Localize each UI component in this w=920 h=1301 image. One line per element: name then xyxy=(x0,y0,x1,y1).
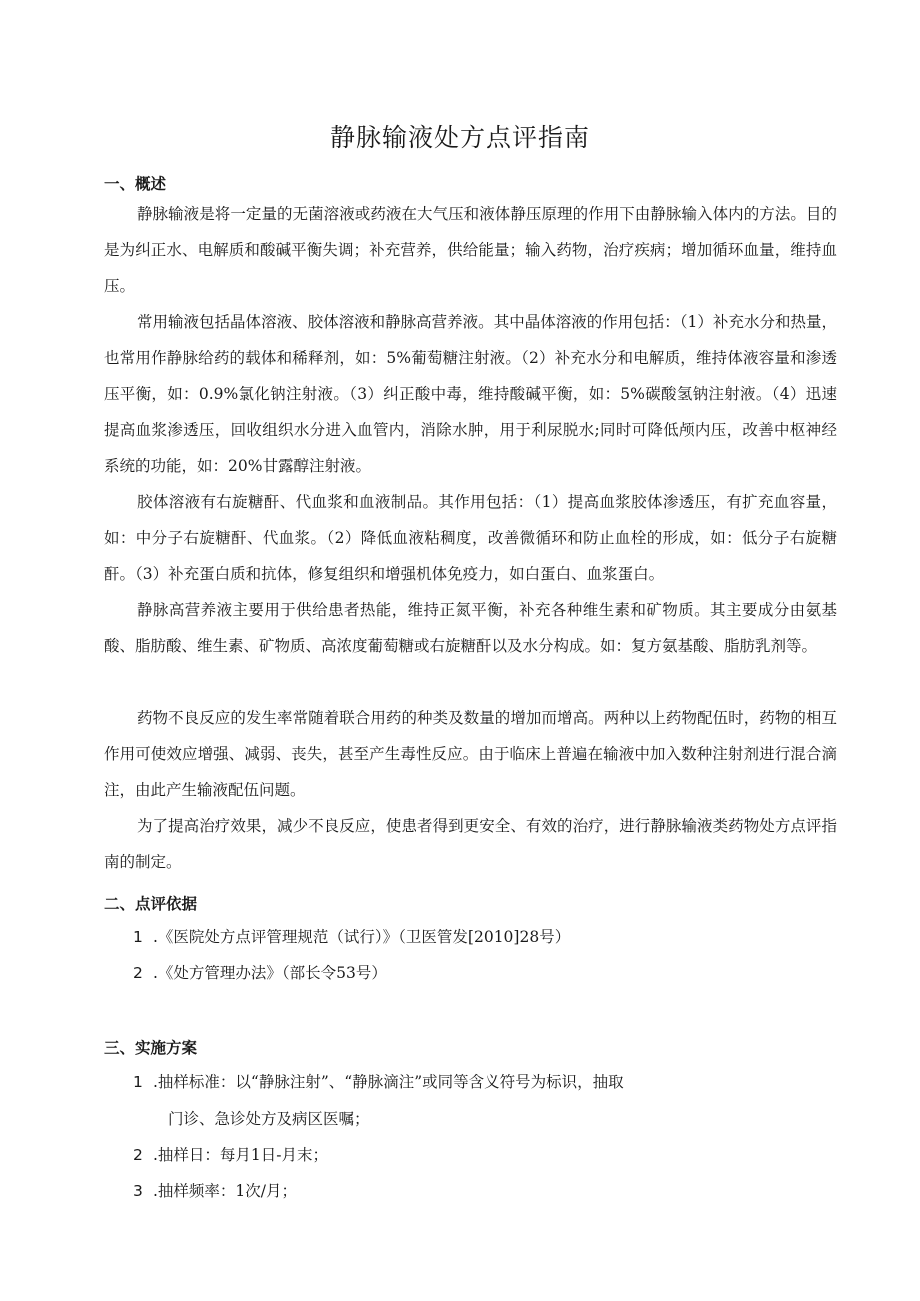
paragraph: 静脉输液是将一定量的无菌溶液或药液在大气压和液体静压原理的作用下由静脉输入体内的方法。目的是为纠正水、电解质和酸碱平衡失调；补充营养，供给能量；输入药物，治疗疾病；增加循环血量，维持血压。 xyxy=(104,205,837,295)
document-title: 静脉输液处方点评指南 xyxy=(329,123,590,152)
list-item xyxy=(133,1173,297,1209)
list-item-continuation: 门诊、急诊处方及病区医嘱； xyxy=(168,1110,370,1128)
list-item-number: 1 xyxy=(133,1073,143,1091)
list-item-text: .抽样频率：1次/月； xyxy=(153,1182,298,1200)
paragraph: 药物不良反应的发生率常随着联合用药的种类及数量的增加而增高。两种以上药物配伍时，药物的相互作用可使效应增强、减弱、丧失，甚至产生毒性反应。由于临床上普遍在输液中加入数种注射剂进行混合滴注，由此产生输液配伍问题。 xyxy=(104,709,837,799)
list-item xyxy=(133,1064,624,1100)
paragraph: 静脉高营养液主要用于供给患者热能，维持正氮平衡，补充各种维生素和矿物质。其主要成分由氨基酸、脂肪酸、维生素、矿物质、高浓度葡萄糖或右旋糖酐以及水分构成。如：复方氨基酸、脂肪乳剂等。 xyxy=(104,601,837,655)
list-item-number: 1 xyxy=(133,928,143,946)
list-item-number: 3 xyxy=(133,1182,143,1200)
paragraph: 胶体溶液有右旋糖酐、代血浆和血液制品。其作用包括：（1）提高血浆胶体渗透压，有扩充血容量，如：中分子右旋糖酐、代血浆。（2）降低血液粘稠度，改善微循环和防止血栓的形成，如：低分子右旋糖酐。（3）补充蛋白质和抗体，修复组织和增强机体免疫力，如白蛋白、血浆蛋白。 xyxy=(104,493,837,583)
list-item-text: .抽样日：每月1日-月末； xyxy=(153,1146,329,1164)
section-heading-basis: 二、点评依据 xyxy=(104,895,198,913)
paragraph: 常用输液包括晶体溶液、胶体溶液和静脉高营养液。其中晶体溶液的作用包括：（1）补充水分和热量，也常用作静脉给药的载体和稀释剂，如：5%葡萄糖注射液。（2）补充水分和电解质，维持体液容量和渗透压平衡，如：0.9%氯化钠注射液。（3）纠正酸中毒，维持酸碱平衡，如：5%碳酸氢钠注射液。（4）迅速提高血浆渗透压，回收组织水分进入血管内，消除水肿，用于利尿脱水;同时可降低颅内压，改善中枢神经系统的功能，如：20%甘露醇注射液。 xyxy=(104,313,837,475)
list-item-number: 2 xyxy=(133,1146,143,1164)
list-item xyxy=(133,1137,328,1173)
section-heading-overview: 一、概述 xyxy=(104,175,167,193)
list-item-text: .抽样标准：以“静脉注射”、“静脉滴注”或同等含义符号为标识，抽取 xyxy=(153,1073,624,1091)
list-item xyxy=(133,919,570,955)
list-item-number: 2 xyxy=(133,964,143,982)
section-heading-plan: 三、实施方案 xyxy=(104,1039,198,1057)
list-item-text: .《处方管理办法》（部长令53号） xyxy=(153,964,387,982)
list-item-text: .《医院处方点评管理规范（试行）》（卫医管发[2010]28号） xyxy=(153,928,571,946)
paragraph: 为了提高治疗效果，减少不良反应，使患者得到更安全、有效的治疗，进行静脉输液类药物处方点评指南的制定。 xyxy=(104,817,837,871)
list-item xyxy=(133,955,387,991)
